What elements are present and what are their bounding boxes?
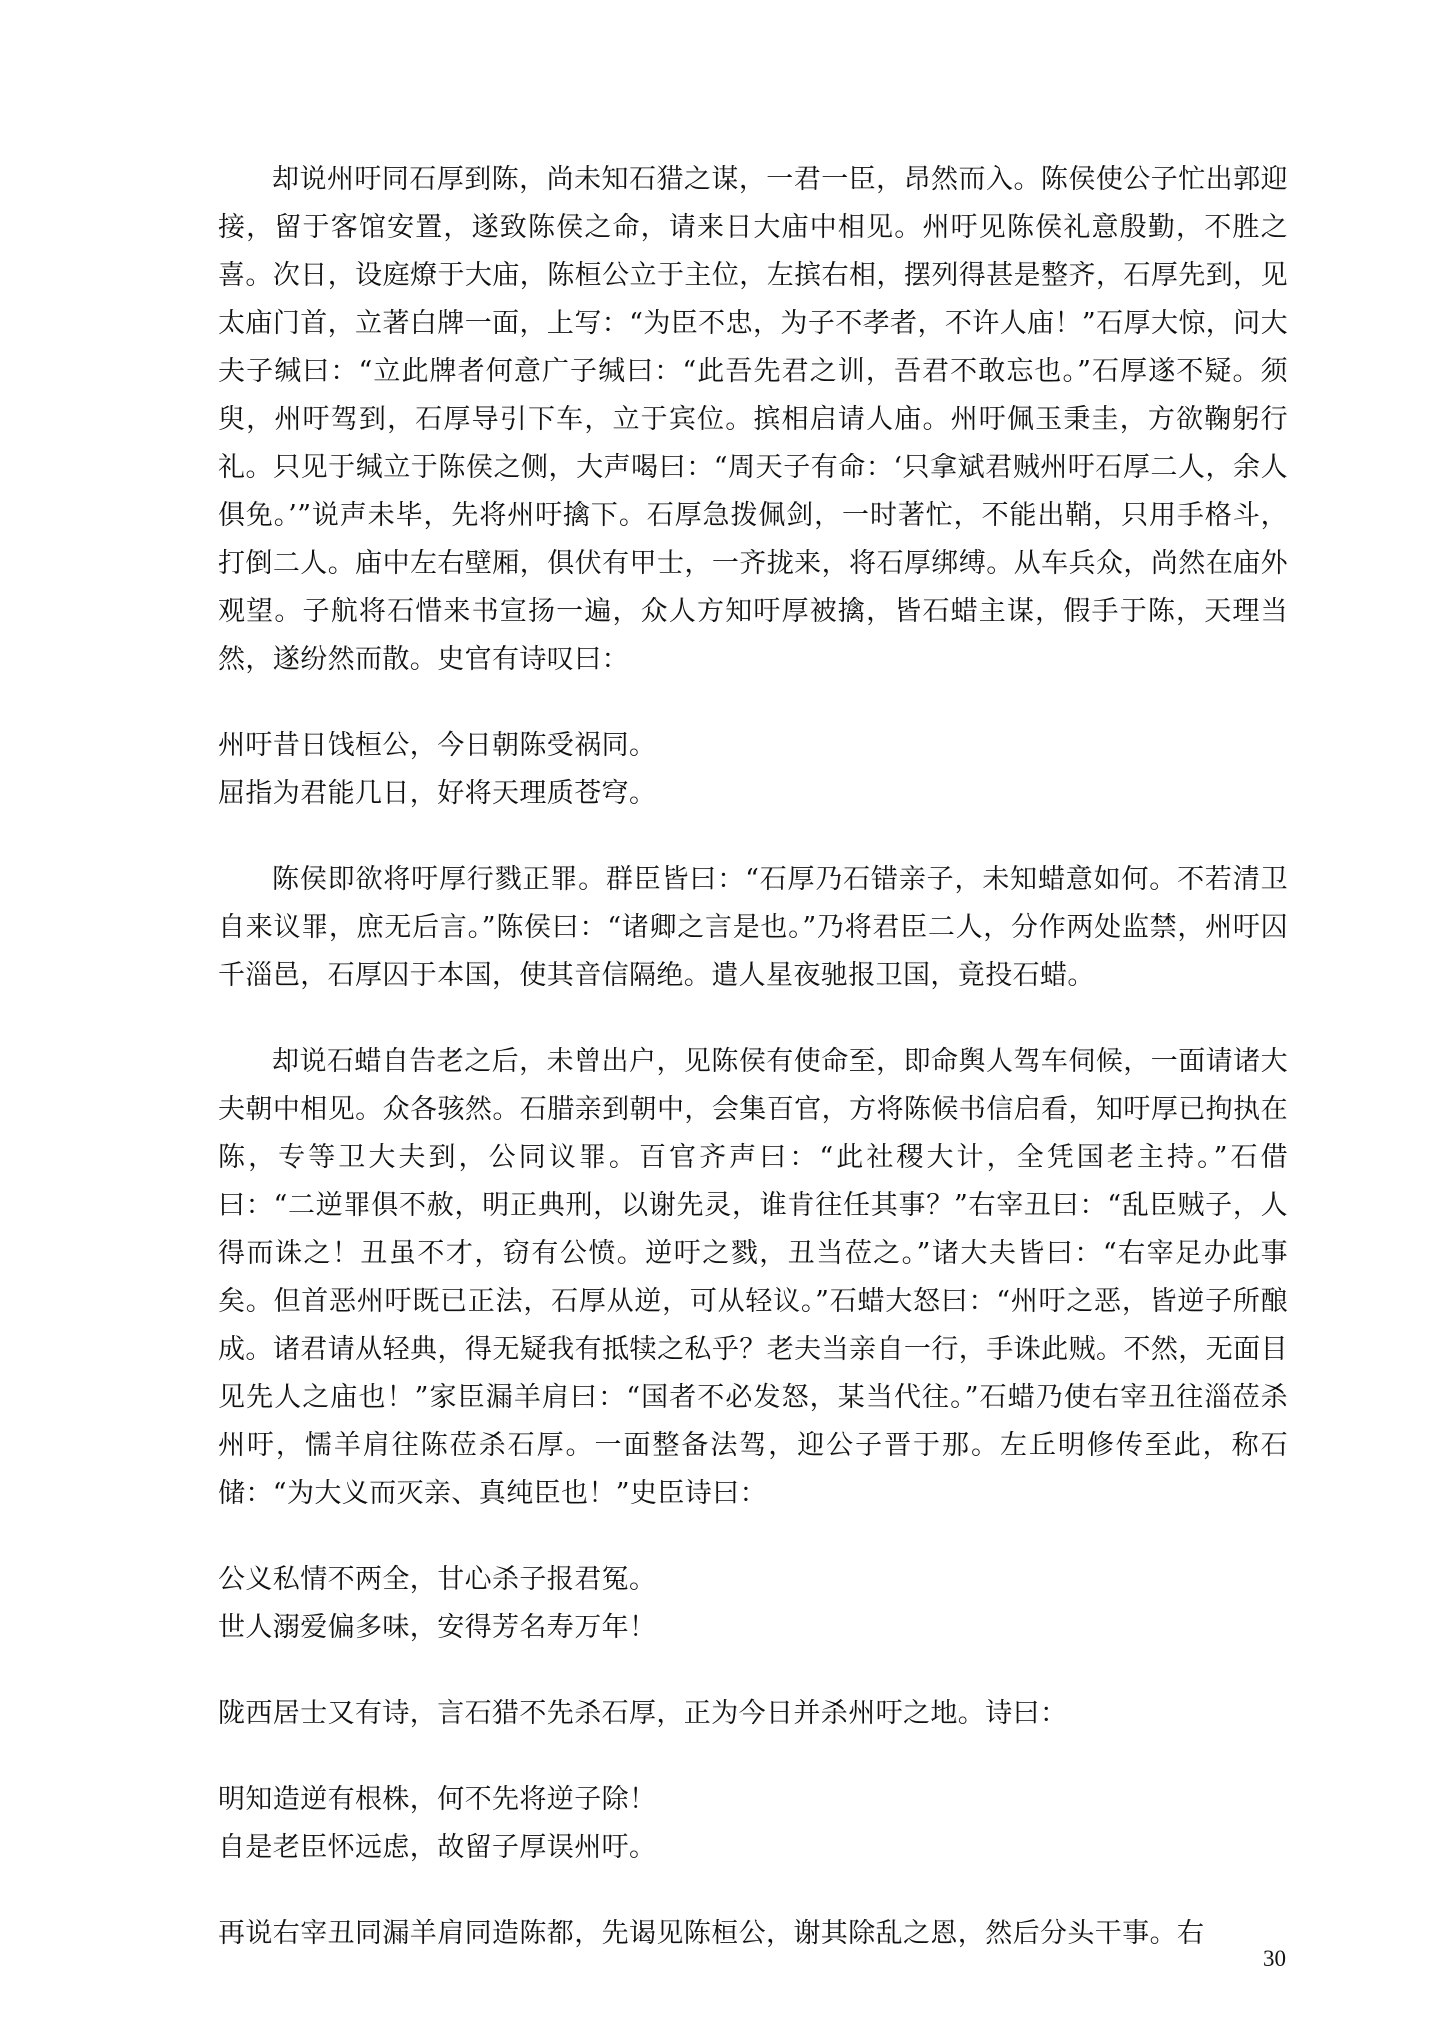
poem-1-line-2: 屈指为君能几日，好将天理质苍穹。 (218, 778, 657, 809)
poem-1 (218, 722, 1288, 818)
poem-1-line-1: 州吁昔日饯桓公，今日朝陈受祸同。 (218, 730, 657, 761)
paragraph-2: 陈侯即欲将吁厚行戮正罪。群臣皆曰：“石厚乃石错亲子，未知蜡意如何。不若清卫自来议罪，庶无后言。”陈侯曰：“诸卿之言是也。”乃将君臣二人，分作两处监禁，州吁囚千淄邑，石厚囚于本国，使其音信隔绝。遣人星夜驰报卫国，竟投石蜡。 (218, 864, 1288, 991)
paragraph-5: 再说右宰丑同漏羊肩同造陈都，先谒见陈桓公，谢其除乱之恩，然后分头干事。右 (218, 1918, 1205, 1949)
poem-2-line-1: 公义私情不两全，甘心杀子报君冤。 (218, 1564, 657, 1595)
poem-2 (218, 1556, 1288, 1652)
paragraph-1: 却说州吁同石厚到陈，尚未知石猎之谋，一君一臣，昂然而入。陈侯使公子忙出郭迎接，留于客馆安置，遂致陈侯之命，请来日大庙中相见。州吁见陈侯礼意殷勤，不胜之喜。次日，设庭燎于大庙，陈桓公立于主位，左摈右相，摆列得甚是整齐，石厚先到，见太庙门首，立著白牌一面，上写：“为臣不忠，为子不孝者，不许人庙！”石厚大惊，问大夫子缄曰：“立此牌者何意广子缄曰：“此吾先君之训，吾君不敢忘也。”石厚遂不疑。须臾，州吁驾到，石厚导引下车，立于宾位。摈相启请人庙。州吁佩玉秉圭，方欲鞠躬行礼。只见于缄立于陈侯之侧，大声喝曰：“周天子有命：‘只拿斌君贼州吁石厚二人，余人俱免。’”说声未毕，先将州吁擒下。石厚急拨佩剑，一时著忙，不能出鞘，只用手格斗，打倒二人。庙中左右壁厢，俱伏有甲士，一齐拢来，将石厚绑缚。从车兵众，尚然在庙外观望。子航将石惜来书宣扬一遍，众人方知吁厚被擒，皆石蜡主谋，假手于陈，天理当然，遂纷然而散。史官有诗叹曰： (218, 164, 1288, 675)
poem-3-line-2: 自是老臣怀远虑，故留子厚误州吁。 (218, 1832, 657, 1863)
paragraph-3: 却说石蜡自告老之后，未曾出户，见陈侯有使命至，即命舆人驾车伺候，一面请诸大夫朝中相见。众各骇然。石腊亲到朝中，会集百官，方将陈候书信启看，知吁厚已拘执在陈，专等卫大夫到，公同议罪。百官齐声曰：“此社稷大计，全凭国老主持。”石借曰：“二逆罪俱不赦，明正典刑，以谢先灵，谁肯往任其事？”右宰丑曰：“乱臣贼子，人得而诛之！丑虽不才，窃有公愤。逆吁之戮，丑当莅之。”诸大夫皆曰：“右宰足办此事矣。但首恶州吁既已正法，石厚从逆，可从轻议。”石蜡大怒曰：“州吁之恶，皆逆子所酿成。诸君请从轻典，得无疑我有抵犊之私乎？老夫当亲自一行，手诛此贼。不然，无面目见先人之庙也！”家臣漏羊肩曰：“国者不必发怒，某当代往。”石蜡乃使右宰丑往淄莅杀州吁，懦羊肩往陈莅杀石厚。一面整备法驾，迎公子晋于那。左丘明修传至此，称石储：“为大义而灭亲、真纯臣也！”史臣诗曰： (218, 1046, 1288, 1509)
poem-3-line-1: 明知造逆有根株，何不先将逆子除！ (218, 1784, 657, 1815)
paragraph-4: 陇西居士又有诗，言石猎不先杀石厚，正为今日并杀州吁之地。诗曰： (218, 1698, 1068, 1729)
page-number: 30 (1263, 1946, 1286, 1971)
poem-2-line-2: 世人溺爱偏多味，安得芳名寿万年！ (218, 1612, 657, 1643)
page-content (218, 156, 1288, 1958)
poem-3 (218, 1776, 1288, 1872)
